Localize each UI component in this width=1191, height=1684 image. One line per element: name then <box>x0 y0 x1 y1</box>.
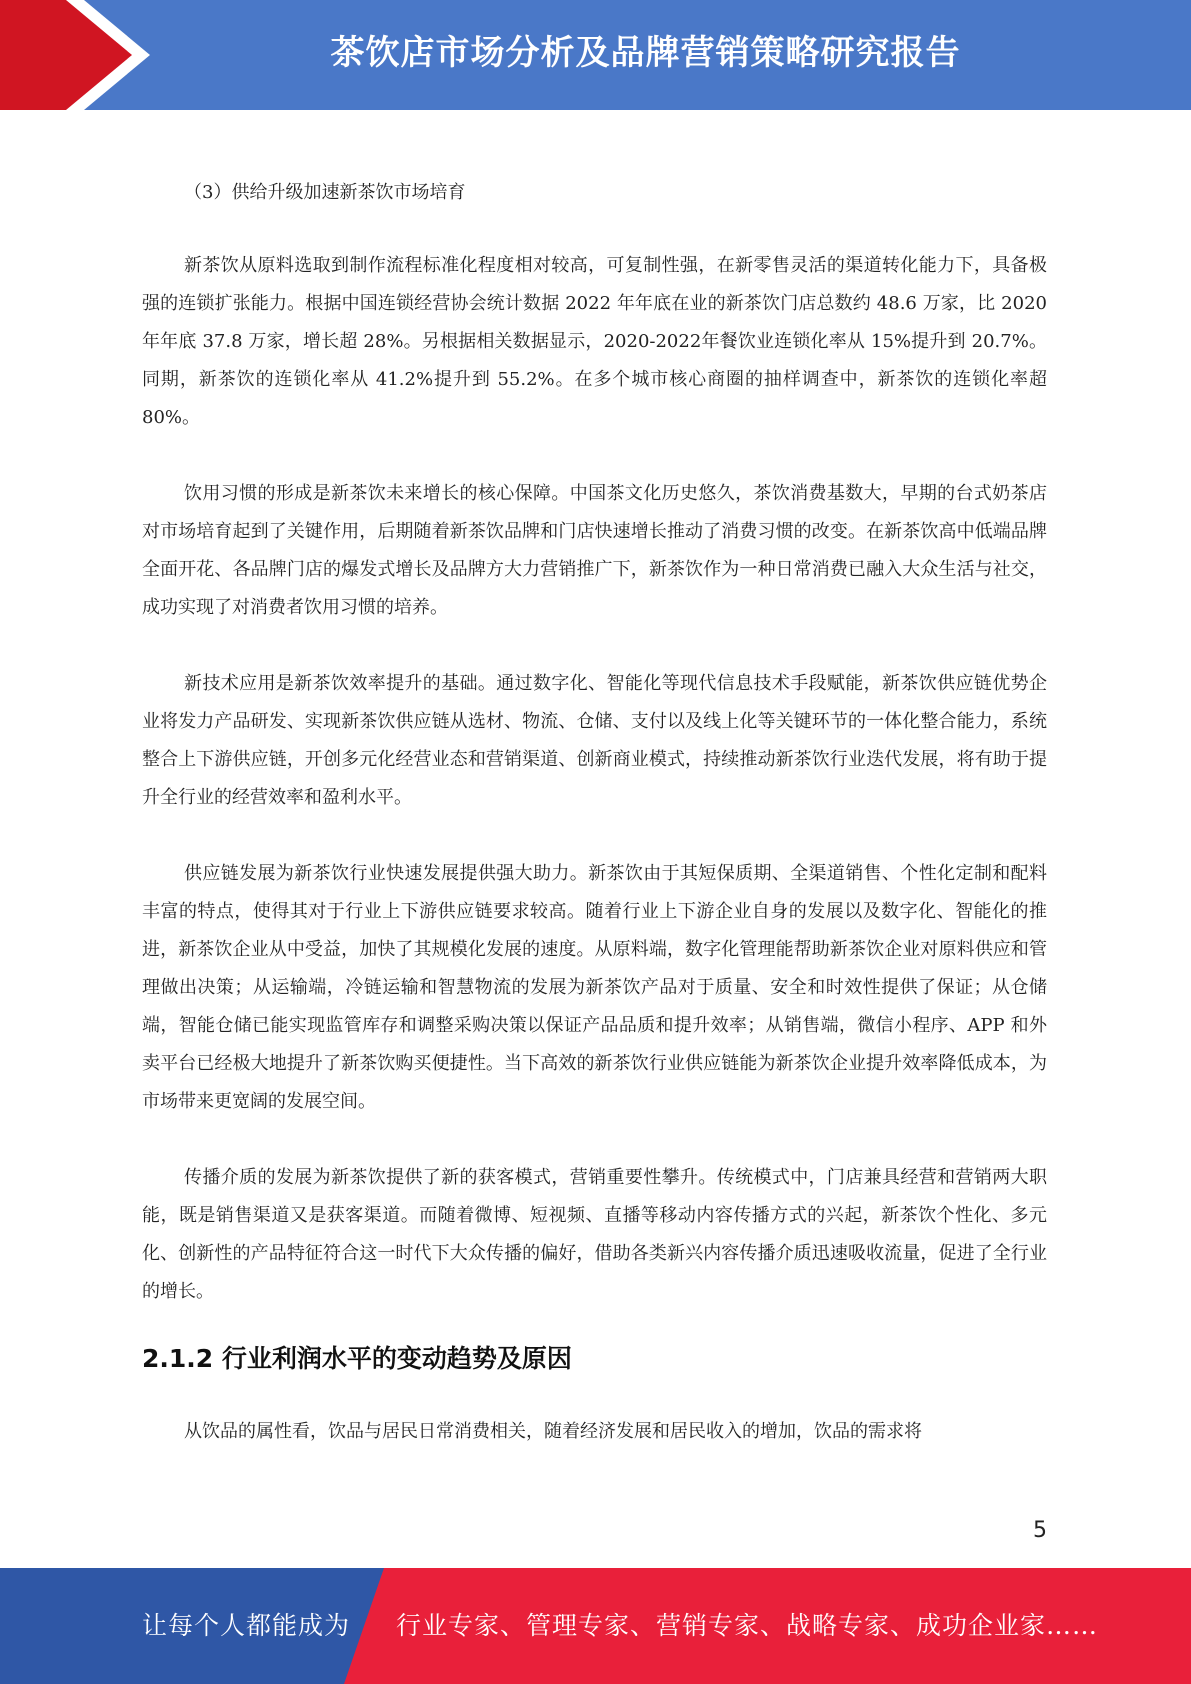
footer-slogan-right: 行业专家、管理专家、营销专家、战略专家、成功企业家…… <box>396 1611 1099 1640</box>
footer-banner <box>0 1568 1191 1684</box>
sub-heading: （3）供给升级加速新茶饮市场培育 <box>184 182 466 203</box>
report-title: 茶饮店市场分析及品牌营销策略研究报告 <box>330 33 961 73</box>
paragraph: 新茶饮从原料选取到制作流程标准化程度相对较高，可复制性强，在新零售灵活的渠道转化能力下，具备极强的连锁扩张能力。根据中国连锁经营协会统计数据 2022 年年底在业的新茶饮门店总数约 48.6 万家，比 2020 年年底 37.8 万家，增长超 28%。另根据相关数据显示，2020-2022年餐饮业连锁化率从 15%提升到 20.7%。同期，新茶饮的连锁化率从 41.2%提升到 55.2%。在多个城市核心商圈的抽样调查中，新茶饮的连锁化率超 80%。 <box>142 255 1047 428</box>
paragraph: 供应链发展为新茶饮行业快速发展提供强大助力。新茶饮由于其短保质期、全渠道销售、个性化定制和配料丰富的特点，使得其对于行业上下游供应链要求较高。随着行业上下游企业自身的发展以及数字化、智能化的推进，新茶饮企业从中受益，加快了其规模化发展的速度。从原料端，数字化管理能帮助新茶饮企业对原料供应和管理做出决策；从运输端，冷链运输和智慧物流的发展为新茶饮产品对于质量、安全和时效性提供了保证；从仓储端，智能仓储已能实现监管库存和调整采购决策以保证产品品质和提升效率；从销售端，微信小程序、APP 和外卖平台已经极大地提升了新茶饮购买便捷性。当下高效的新茶饮行业供应链能为新茶饮企业提升效率降低成本，为市场带来更宽阔的发展空间。 <box>142 863 1047 1112</box>
red-chevron-decoration <box>0 0 150 110</box>
footer-slogan-left: 让每个人都能成为 <box>142 1611 351 1640</box>
paragraph: 新技术应用是新茶饮效率提升的基础。通过数字化、智能化等现代信息技术手段赋能，新茶饮供应链优势企业将发力产品研发、实现新茶饮供应链从选材、物流、仓储、支付以及线上化等关键环节的一体化整合能力，系统整合上下游供应链，开创多元化经营业态和营销渠道、创新商业模式，持续推动新茶饮行业迭代发展，将有助于提升全行业的经营效率和盈利水平。 <box>142 673 1047 808</box>
paragraph: 饮用习惯的形成是新茶饮未来增长的核心保障。中国茶文化历史悠久，茶饮消费基数大，早期的台式奶茶店对市场培育起到了关键作用，后期随着新茶饮品牌和门店快速增长推动了消费习惯的改变。在新茶饮高中低端品牌全面开花、各品牌门店的爆发式增长及品牌方大力营销推广下，新茶饮作为一种日常消费已融入大众生活与社交，成功实现了对消费者饮用习惯的培养。 <box>142 483 1047 618</box>
document-body <box>142 160 1047 1451</box>
paragraph: 传播介质的发展为新茶饮提供了新的获客模式，营销重要性攀升。传统模式中，门店兼具经营和营销两大职能，既是销售渠道又是获客渠道。而随着微博、短视频、直播等移动内容传播方式的兴起，新茶饮个性化、多元化、创新性的产品特征符合这一时代下大众传播的偏好，借助各类新兴内容传播介质迅速吸收流量，促进了全行业的增长。 <box>142 1167 1047 1302</box>
paragraph: 从饮品的属性看，饮品与居民日常消费相关，随着经济发展和居民收入的增加，饮品的需求将 <box>184 1421 922 1442</box>
header-banner <box>0 0 1191 110</box>
page-number: 5 <box>1033 1518 1047 1543</box>
section-heading: 2.1.2 行业利润水平的变动趋势及原因 <box>142 1344 572 1373</box>
